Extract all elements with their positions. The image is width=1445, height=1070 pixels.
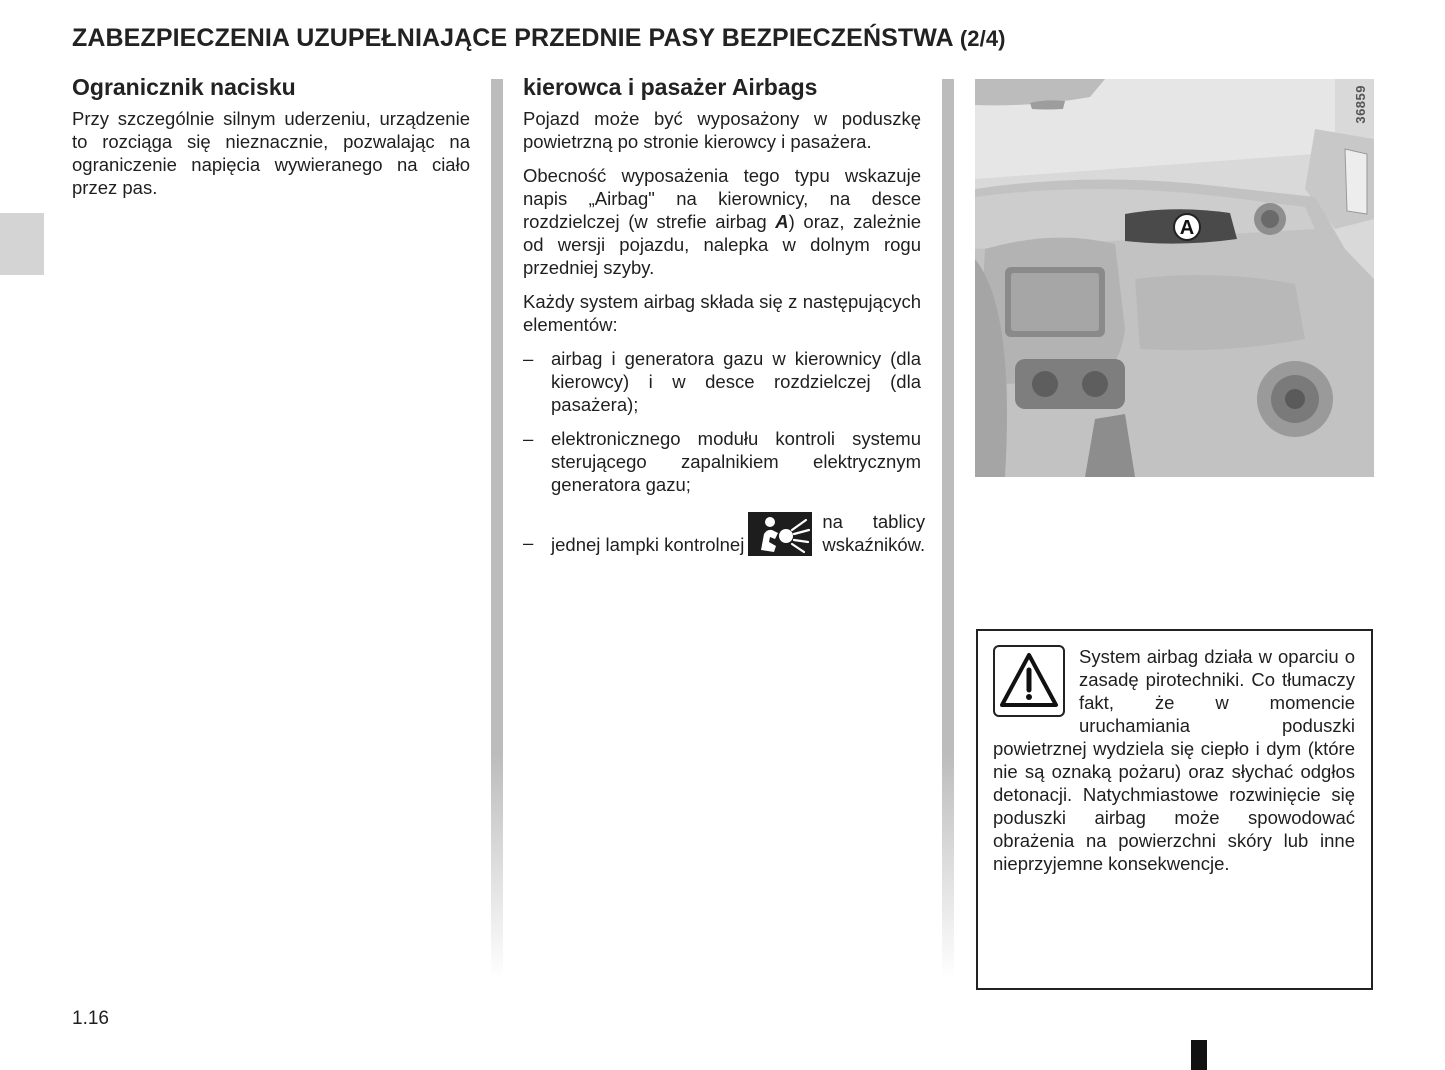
lamp-text-after: na tablicy wskaźników. bbox=[822, 511, 926, 555]
airbags-paragraph-2-end: ) oraz, zależnie od wersji pojazdu, nalepka w dolnym rogu przedniej szyby. bbox=[523, 211, 921, 278]
load-limiter-paragraph: Przy szczególnie silnym uderzeniu, urządzenie to rozciąga się nieznacznie, pozwalając na ograniczenie napięcia wywieranego na ciało przez pas. bbox=[72, 108, 470, 198]
photo-callout-a: A bbox=[1179, 217, 1195, 239]
list-dash: – bbox=[523, 428, 534, 449]
lamp-row bbox=[551, 510, 926, 556]
list-item-text: airbag i generatora gazu w kierownicy (dla kierowcy) i w desce rozdzielczej (dla pasażera); bbox=[551, 348, 921, 415]
middle-column bbox=[523, 74, 926, 567]
list-item-text: elektronicznego modułu kontroli systemu sterującego zapalnikiem elektrycznym generatora gazu; bbox=[551, 428, 921, 495]
section-heading-load-limiter: Ogranicznik nacisku bbox=[72, 74, 296, 100]
column-divider bbox=[491, 79, 503, 979]
airbags-paragraph-2 bbox=[523, 164, 921, 279]
airbags-paragraph-1: Pojazd może być wyposażony w poduszkę powietrzną po stronie kierowcy i pasażera. bbox=[523, 108, 921, 152]
airbag-components-list bbox=[523, 347, 926, 556]
page-number: 1.16 bbox=[72, 1008, 109, 1029]
list-item bbox=[523, 427, 921, 496]
photo-reference-code: 36859 bbox=[1353, 85, 1368, 124]
list-dash: – bbox=[523, 348, 534, 369]
title-text: ZABEZPIECZENIA UZUPEŁNIAJĄCE PRZEDNIE PASY BEZPIECZEŃSTWA bbox=[72, 24, 953, 52]
list-item bbox=[523, 347, 921, 416]
list-item bbox=[523, 510, 926, 556]
page-marker bbox=[1191, 1040, 1207, 1070]
title-part: (2/4) bbox=[959, 26, 1006, 51]
chapter-tab bbox=[0, 213, 44, 275]
lamp-text-before: jednej lampki kontrolnej bbox=[551, 534, 745, 555]
airbag-warning-lamp-icon bbox=[748, 512, 812, 556]
list-dash: – bbox=[523, 532, 534, 553]
zone-label: A bbox=[775, 211, 789, 232]
left-column bbox=[72, 76, 470, 210]
airbags-paragraph-3: Każdy system airbag składa się z następujących elementów: bbox=[523, 291, 921, 335]
airbags-paragraph-2-start: Obecność wyposażenia tego typu wskazuje napis „Airbag" na kierownicy, na desce rozdzielczej (w strefie airbag bbox=[523, 165, 921, 232]
warning-triangle-icon bbox=[993, 645, 1065, 717]
dashboard-photo bbox=[975, 79, 1374, 477]
page-title bbox=[72, 24, 1006, 53]
column-divider bbox=[942, 79, 954, 979]
section-heading-airbags: kierowca i pasażer Airbags bbox=[523, 74, 818, 100]
warning-text: System airbag działa w oparciu o zasadę pirotechniki. Co tłumaczy fakt, że w momencie uruchamiania poduszki powietrznej wydziela się ciepło i dym (które nie są oznaką pożaru) oraz słychać odgłos detonacji. Natychmiastowe rozwinięcie się poduszki airbag może spowodować obrażenia na powierzchni skóry lub inne nieprzyjemne konsekwencje. bbox=[993, 646, 1355, 874]
warning-box bbox=[976, 629, 1373, 990]
